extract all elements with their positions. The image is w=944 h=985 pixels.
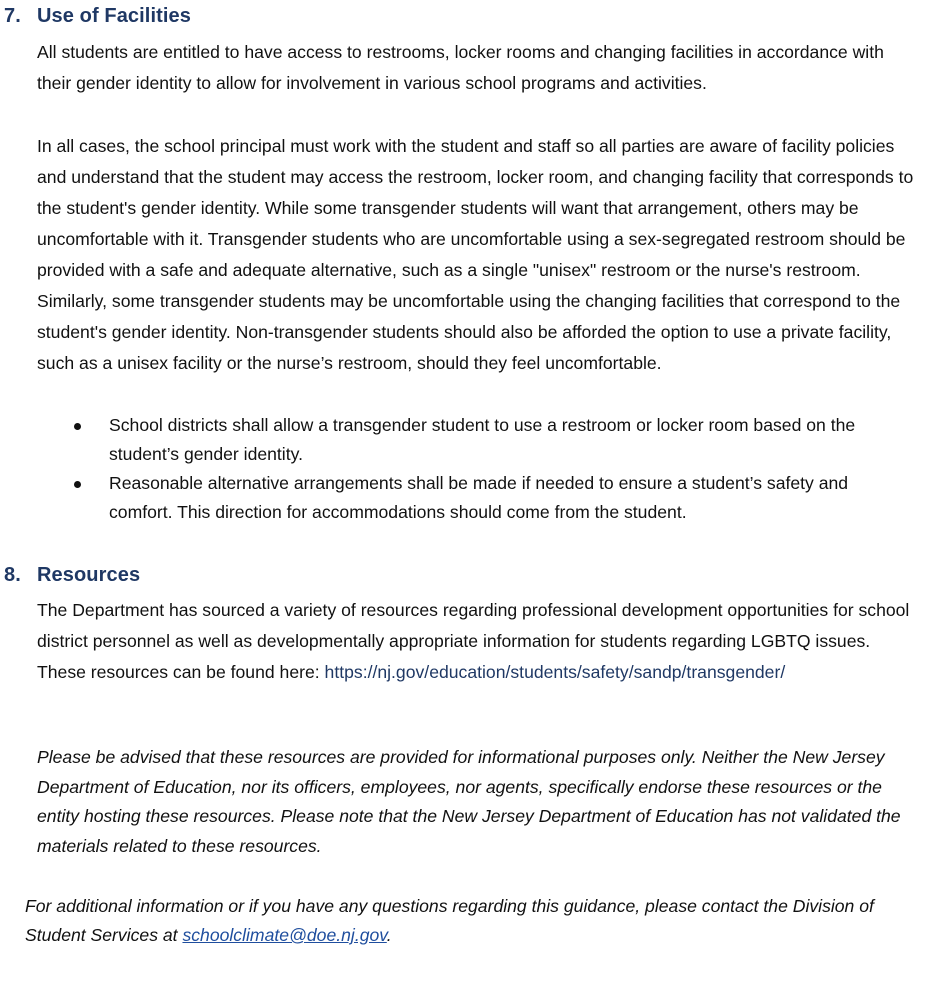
disclaimer-paragraph: Please be advised that these resources are provided for informational purposes only. Neither the New Jersey Department of Education, nor its officers, employees, nor agents, specifically endorse these resources or the entity hosting these resources. Please note that the New Jersey Department of Education has not validated the materials related to these resources. [37,747,901,856]
bullet-icon [74,481,81,488]
list-item [0,411,879,469]
resources-paragraph [37,595,917,688]
contact-text-end: . [386,925,392,945]
section-7-title: Use of Facilities [37,5,191,27]
section-7-heading [4,5,191,28]
contact-email-link[interactable]: schoolclimate@doe.nj.gov [182,925,387,945]
facilities-bullet-list [0,411,944,527]
contact-text: For additional information or if you have any questions regarding this guidance, please contact the Division of Student Services at [25,896,874,945]
list-item [0,469,879,527]
resources-text: The Department has sourced a variety of resources regarding professional development opportunities for school district personnel as well as developmentally appropriate information for students regarding LGBTQ issues. These resources can be found here: [37,600,910,682]
bullet-text: Reasonable alternative arrangements shall be made if needed to ensure a student’s safety and comfort. This direction for accommodations should come from the student. [109,473,849,522]
section-7-number: 7. [4,5,21,27]
principal-responsibility-paragraph: In all cases, the school principal must work with the student and staff so all parties are aware of facility policies and understand that the student may access the restroom, locker room, and changing facility that corresponds to the student's gender identity. While some transgender students will want that arrangement, others may be uncomfortable with it. Transgender students who are uncomfortable using a sex-segregated restroom should be provided with a safe and adequate alternative, such as a single "unisex" restroom or the nurse's restroom. Similarly, some transgender students may be uncomfortable using the changing facilities that correspond to the student's gender identity. Non-transgender students should also be afforded the option to use a private facility, such as a unisex facility or the nurse’s restroom, should they feel uncomfortable. [37,136,914,373]
contact-paragraph [25,892,915,950]
section-8-heading [4,564,140,587]
bullet-icon [74,423,81,430]
section-8-title: Resources [37,564,141,586]
section-8-number: 8. [4,564,21,586]
resources-link[interactable]: https://nj.gov/education/students/safety/sandp/transgender/ [324,662,786,682]
bullet-text: School districts shall allow a transgender student to use a restroom or locker room based on the student’s gender identity. [109,415,856,464]
facilities-access-paragraph: All students are entitled to have access to restrooms, locker rooms and changing facilities in accordance with their gender identity to allow for involvement in various school programs and activities. [37,42,884,93]
